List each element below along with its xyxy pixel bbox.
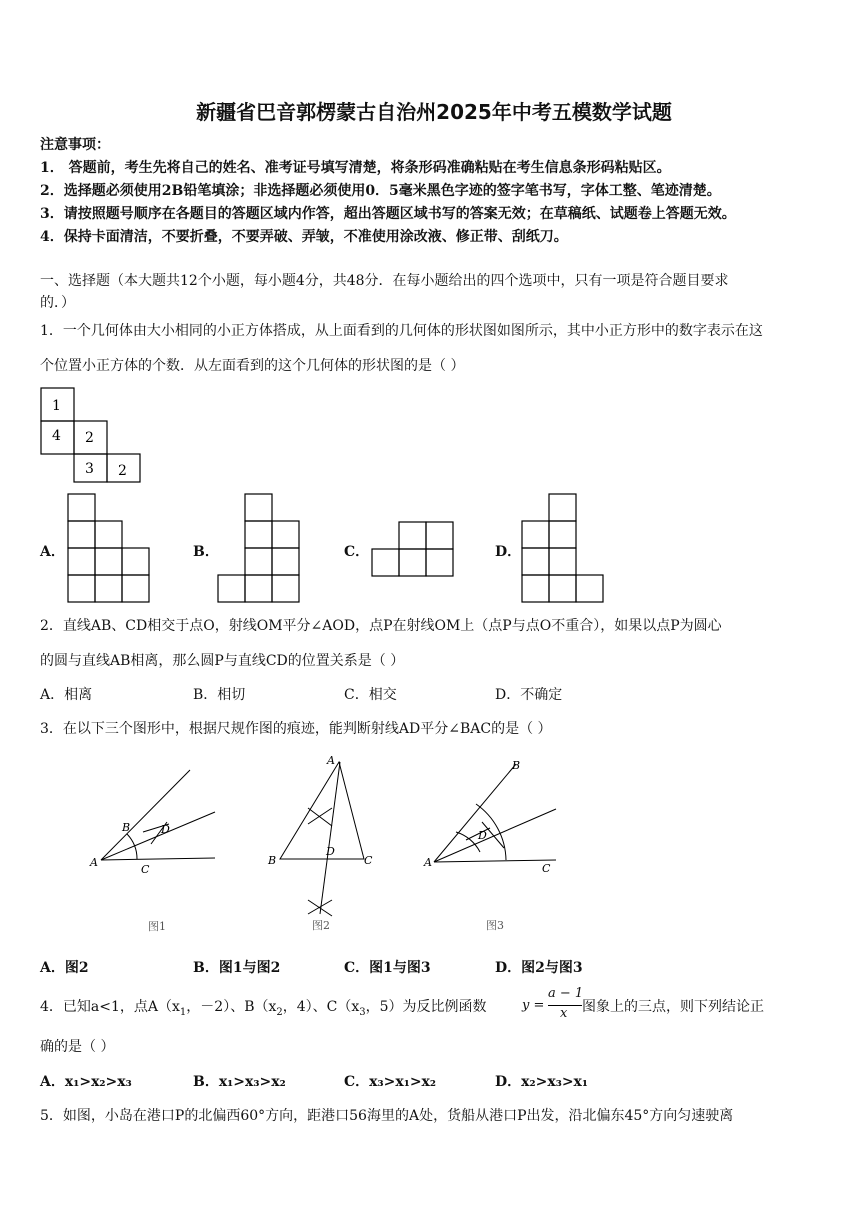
notice-heading: 注意事项：: [40, 137, 110, 153]
grid-number: 2: [85, 430, 94, 446]
question-2-text-cont: 的圆与直线AB相离，那么圆P与直线CD的位置关系是（ ）: [40, 653, 405, 669]
formula-denominator: x: [560, 1006, 568, 1021]
section-heading-cont: 的．）: [40, 295, 75, 311]
point-label-b: B: [122, 821, 131, 834]
figure-caption: 图1: [148, 920, 166, 933]
point-label-c: C: [364, 854, 373, 867]
grid-number: 3: [85, 461, 94, 477]
point-label-d: D: [161, 823, 170, 836]
question-4-text: [40, 996, 487, 1018]
notice-item: 2．选择题必须使用2B铅笔填涂；非选择题必须使用0．5毫米黑色字迹的签字笔书写，字体工整、笔迹清楚。: [40, 183, 721, 199]
point-label-a: A: [424, 856, 432, 869]
notice-item: 1． 答题前，考生先将自己的姓名、准考证号填写清楚，将条形码准确粘贴在考生信息条形码粘贴区。: [40, 160, 671, 176]
grid-number: 2: [118, 463, 127, 479]
q4-text-part: ，4）、C（x: [282, 999, 360, 1015]
q4-text-part: 4．已知a<1，点A（x: [40, 999, 180, 1015]
question-3-text: 3．在以下三个图形中，根据尺规作图的痕迹，能判断射线AD平分∠BAC的是（ ）: [40, 721, 552, 737]
section-heading: 一、选择题（本大题共12个小题，每小题4分，共48分．在每小题给出的四个选项中，只有一项是符合题目要求: [40, 273, 729, 289]
question-1-text: 1．一个几何体由大小相同的小正方体搭成，从上面看到的几何体的形状图如图所示，其中小正方形中的数字表示在这: [40, 323, 763, 339]
formula-y: y =: [522, 998, 545, 1013]
q4-option-c[interactable]: C．x₃>x₁>x₂: [344, 1074, 437, 1090]
notice-item: 4．保持卡面清洁，不要折叠，不要弄破、弄皱，不准使用涂改液、修正带、刮纸刀。: [40, 229, 568, 245]
q4-text-part: ，－2）、B（x: [186, 999, 277, 1015]
question-4-text-suffix: 图象上的三点，则下列结论正: [582, 999, 764, 1015]
q1-option-d-figure: [520, 492, 604, 604]
q3-figure-2: [260, 752, 390, 942]
point-label-c: C: [542, 862, 551, 875]
subscript: 3: [359, 1006, 366, 1018]
q2-option-a[interactable]: A．相离: [40, 687, 93, 703]
subscript: 2: [276, 1006, 283, 1018]
q1-top-view-figure: [38, 385, 142, 485]
question-2-text: 2．直线AB、CD相交于点O，射线OM平分∠AOD，点P在射线OM上（点P与点O不重合），如果以点P为圆心: [40, 618, 722, 634]
question-1-text-cont: 个位置小正方体的个数．从左面看到的这个几何体的形状图的是（ ）: [40, 358, 465, 374]
q3-figure-3: [420, 752, 560, 942]
q3-option-c[interactable]: C．图1与图3: [344, 960, 431, 976]
point-label-a: A: [327, 754, 335, 767]
q3-option-a[interactable]: A．图2: [40, 960, 89, 976]
q3-figure-1: [85, 762, 225, 942]
point-label-c: C: [141, 863, 150, 876]
q2-option-b[interactable]: B．相切: [193, 687, 246, 703]
q1-option-c-figure: [370, 520, 454, 580]
q4-option-b[interactable]: B．x₁>x₃>x₂: [193, 1074, 286, 1090]
q3-option-d[interactable]: D．图2与图3: [495, 960, 583, 976]
grid-number: 4: [52, 428, 61, 444]
question-5-text: 5．如图，小岛在港口P的北偏西60°方向，距港口56海里的A处，货船从港口P出发，沿北偏东45°方向匀速驶离: [40, 1108, 734, 1124]
q1-option-b-label[interactable]: B．: [193, 544, 219, 560]
figure-caption: 图3: [486, 919, 504, 932]
q1-option-b-figure: [216, 492, 300, 604]
point-label-b: B: [512, 759, 521, 772]
q1-option-c-label[interactable]: C．: [344, 544, 370, 560]
formula-numerator: a − 1: [548, 986, 584, 1001]
subscript: 1: [179, 1006, 187, 1018]
q3-option-b[interactable]: B．图1与图2: [193, 960, 281, 976]
q4-option-d[interactable]: D．x₂>x₃>x₁: [495, 1074, 589, 1090]
notice-item: 3．请按照题号顺序在各题目的答题区域内作答，超出答题区域书写的答案无效；在草稿纸、试题卷上答题无效。: [40, 206, 736, 222]
question-4-text-cont: 确的是（ ）: [40, 1039, 115, 1055]
q2-option-d[interactable]: D．不确定: [495, 687, 563, 703]
q1-option-d-label[interactable]: D．: [495, 544, 522, 560]
figure-caption: 图2: [312, 919, 330, 932]
point-label-d: D: [478, 829, 487, 842]
grid-number: 1: [52, 398, 61, 414]
page-title: 新疆省巴音郭楞蒙古自治州2025年中考五模数学试题: [196, 100, 672, 124]
q4-option-a[interactable]: A．x₁>x₂>x₃: [40, 1074, 132, 1090]
point-label-a: A: [90, 856, 98, 869]
q1-option-a-label[interactable]: A．: [40, 544, 65, 560]
point-label-b: B: [268, 854, 277, 867]
q4-text-part: ，5）为反比例函数: [365, 999, 487, 1015]
point-label-d: D: [326, 845, 335, 858]
q2-option-c[interactable]: C．相交: [344, 687, 397, 703]
q1-option-a-figure: [66, 492, 150, 604]
